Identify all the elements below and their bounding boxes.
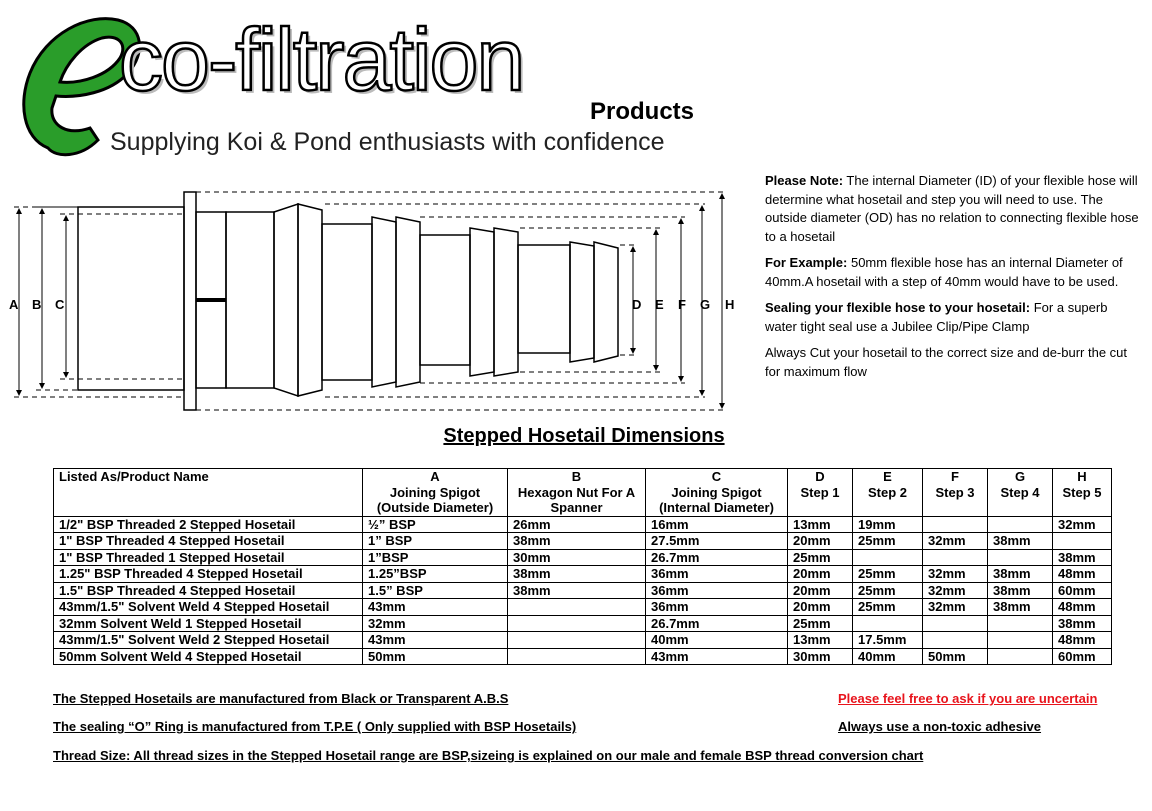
dimension-cell	[508, 615, 646, 632]
dimension-cell: 32mm	[923, 533, 988, 550]
dim-label-b: B	[32, 297, 42, 312]
dimension-cell	[1053, 533, 1112, 550]
dimension-cell: 32mm	[923, 566, 988, 583]
dimension-cell: 36mm	[646, 582, 788, 599]
dimension-cell: 38mm	[508, 582, 646, 599]
dimension-cell: 38mm	[988, 533, 1053, 550]
footer-ask-note: Please feel free to ask if you are uncertain	[838, 691, 1098, 706]
dimension-cell: 25mm	[853, 533, 923, 550]
hex-nut	[184, 192, 196, 410]
product-name-cell: 50mm Solvent Weld 4 Stepped Hosetail	[54, 648, 363, 665]
dimension-cell: 60mm	[1053, 648, 1112, 665]
product-name-cell: 43mm/1.5" Solvent Weld 2 Stepped Hosetail	[54, 632, 363, 649]
dimension-cell: 32mm	[923, 582, 988, 599]
dimension-cell: 26mm	[508, 516, 646, 533]
footer-oring-note: The sealing “O” Ring is manufactured from T.P.E ( Only supplied with BSP Hosetails)	[53, 719, 577, 734]
dimension-cell	[988, 615, 1053, 632]
dimension-cell: 43mm	[363, 599, 508, 616]
product-name-cell: 1.5" BSP Threaded 4 Stepped Hosetail	[54, 582, 363, 599]
logo-products-label: Products	[590, 98, 695, 125]
dimension-cell: 30mm	[788, 648, 853, 665]
dimension-cell: 32mm	[363, 615, 508, 632]
dimension-cell: 25mm	[788, 615, 853, 632]
footer-thread-note: Thread Size: All thread sizes in the Stepped Hosetail range are BSP,sizeing is explained on our male and female BSP thread conversion chart	[53, 748, 924, 763]
dimension-cell: 17.5mm	[853, 632, 923, 649]
table-body	[54, 516, 1112, 665]
dim-label-f: F	[678, 297, 686, 312]
col-g: G Step 4	[988, 469, 1053, 517]
dimension-cell: 20mm	[788, 533, 853, 550]
product-name-cell: 43mm/1.5" Solvent Weld 4 Stepped Hosetail	[54, 599, 363, 616]
dimension-cell: 38mm	[508, 566, 646, 583]
dimension-cell	[923, 516, 988, 533]
dimension-cell	[923, 549, 988, 566]
dimension-cell: 36mm	[646, 566, 788, 583]
dimension-cell: 27.5mm	[646, 533, 788, 550]
dimension-cell: 38mm	[508, 533, 646, 550]
dimension-cell: 25mm	[853, 566, 923, 583]
dimension-cell: 20mm	[788, 582, 853, 599]
dimension-cell: 48mm	[1053, 599, 1112, 616]
dimension-cell: 25mm	[853, 599, 923, 616]
dimension-cell: 38mm	[988, 566, 1053, 583]
product-name-cell: 32mm Solvent Weld 1 Stepped Hosetail	[54, 615, 363, 632]
note-cut: Always Cut your hosetail to the correct size and de-burr the cut for maximum flow	[765, 345, 1128, 379]
col-f: F Step 3	[923, 469, 988, 517]
dimension-cell: 43mm	[363, 632, 508, 649]
col-b: B Hexagon Nut For A Spanner	[508, 469, 646, 517]
dimensions-table	[53, 468, 1112, 665]
dimension-cell: 32mm	[1053, 516, 1112, 533]
notes-panel	[765, 172, 1140, 389]
table-row	[54, 533, 1112, 550]
dimension-cell	[508, 599, 646, 616]
table-row	[54, 582, 1112, 599]
table-row	[54, 516, 1112, 533]
dimension-cell	[923, 632, 988, 649]
dimension-cell: 1.25”BSP	[363, 566, 508, 583]
table-title: Stepped Hosetail Dimensions	[443, 425, 725, 447]
dimension-cell: 19mm	[853, 516, 923, 533]
dimension-cell: 13mm	[788, 516, 853, 533]
table-row	[54, 566, 1112, 583]
dimension-cell	[508, 632, 646, 649]
dimension-cell: 1”BSP	[363, 549, 508, 566]
dim-label-e: E	[655, 297, 664, 312]
dimension-cell: 25mm	[853, 582, 923, 599]
dimension-cell: 38mm	[1053, 549, 1112, 566]
dimension-cell: 20mm	[788, 599, 853, 616]
joining-spigot	[78, 207, 184, 390]
dimension-cell	[508, 648, 646, 665]
dimension-cell: 50mm	[363, 648, 508, 665]
dimension-cell: 32mm	[923, 599, 988, 616]
dimension-cell: 30mm	[508, 549, 646, 566]
dimension-cell: 13mm	[788, 632, 853, 649]
dimension-cell: ½” BSP	[363, 516, 508, 533]
product-name-cell: 1.25" BSP Threaded 4 Stepped Hosetail	[54, 566, 363, 583]
table-header-row	[54, 469, 1112, 517]
dimension-cell: 38mm	[988, 582, 1053, 599]
dimension-cell: 36mm	[646, 599, 788, 616]
dimension-cell	[853, 615, 923, 632]
col-h: H Step 5	[1053, 469, 1112, 517]
dimension-cell: 1.5” BSP	[363, 582, 508, 599]
logo-wordmark: co-filtration	[119, 10, 524, 109]
company-logo	[18, 8, 718, 168]
dimension-cell: 60mm	[1053, 582, 1112, 599]
table-row	[54, 549, 1112, 566]
note-sealing: Sealing your flexible hose to your hosetail: For a superb water tight seal use a Jubilee Clip/Pipe Clamp	[765, 300, 1108, 334]
col-a: A Joining Spigot (Outside Diameter)	[363, 469, 508, 517]
product-name-cell: 1" BSP Threaded 4 Stepped Hosetail	[54, 533, 363, 550]
footer-material-note: The Stepped Hosetails are manufactured from Black or Transparent A.B.S	[53, 691, 509, 706]
dimension-cell	[988, 632, 1053, 649]
note-please-note: Please Note: The internal Diameter (ID) of your flexible hose will determine what hosetail and step you will need to use. The outside diameter (OD) has no relation to connecting flexible hose to a hosetail	[765, 173, 1139, 244]
table-row	[54, 632, 1112, 649]
dimension-cell	[988, 549, 1053, 566]
product-name-cell: 1/2" BSP Threaded 2 Stepped Hosetail	[54, 516, 363, 533]
note-example: For Example: 50mm flexible hose has an internal Diameter of 40mm.A hosetail with a step of 40mm would have to be used.	[765, 255, 1123, 289]
dimension-cell	[853, 549, 923, 566]
dimension-cell: 40mm	[853, 648, 923, 665]
dimension-cell: 25mm	[788, 549, 853, 566]
col-e: E Step 2	[853, 469, 923, 517]
dimension-cell	[988, 648, 1053, 665]
tagline: Supplying Koi & Pond enthusiasts with confidence	[110, 128, 665, 156]
dimension-cell	[988, 516, 1053, 533]
footer-adhesive-note: Always use a non-toxic adhesive	[838, 719, 1042, 734]
dimension-cell: 1” BSP	[363, 533, 508, 550]
dimension-cell: 50mm	[923, 648, 988, 665]
dimension-cell: 38mm	[988, 599, 1053, 616]
dim-label-d: D	[632, 297, 642, 312]
dimension-cell: 16mm	[646, 516, 788, 533]
product-name-cell: 1" BSP Threaded 1 Stepped Hosetail	[54, 549, 363, 566]
dimension-cell: 43mm	[646, 648, 788, 665]
col-d: D Step 1	[788, 469, 853, 517]
dimension-cell: 40mm	[646, 632, 788, 649]
dimension-cell: 48mm	[1053, 632, 1112, 649]
dim-label-h: H	[725, 297, 735, 312]
dimension-cell	[923, 615, 988, 632]
dimension-cell: 26.7mm	[646, 549, 788, 566]
dim-label-a: A	[9, 297, 19, 312]
dimension-arrows	[19, 196, 722, 406]
dimension-cell: 48mm	[1053, 566, 1112, 583]
table-row	[54, 648, 1112, 665]
dim-label-c: C	[55, 297, 65, 312]
col-product-name: Listed As/Product Name	[54, 469, 363, 517]
dim-label-g: G	[700, 297, 711, 312]
dimension-cell: 20mm	[788, 566, 853, 583]
dimension-cell: 26.7mm	[646, 615, 788, 632]
col-c: C Joining Spigot (Internal Diameter)	[646, 469, 788, 517]
hosetail-diagram	[0, 180, 750, 420]
table-row	[54, 615, 1112, 632]
table-row	[54, 599, 1112, 616]
dimension-cell: 38mm	[1053, 615, 1112, 632]
